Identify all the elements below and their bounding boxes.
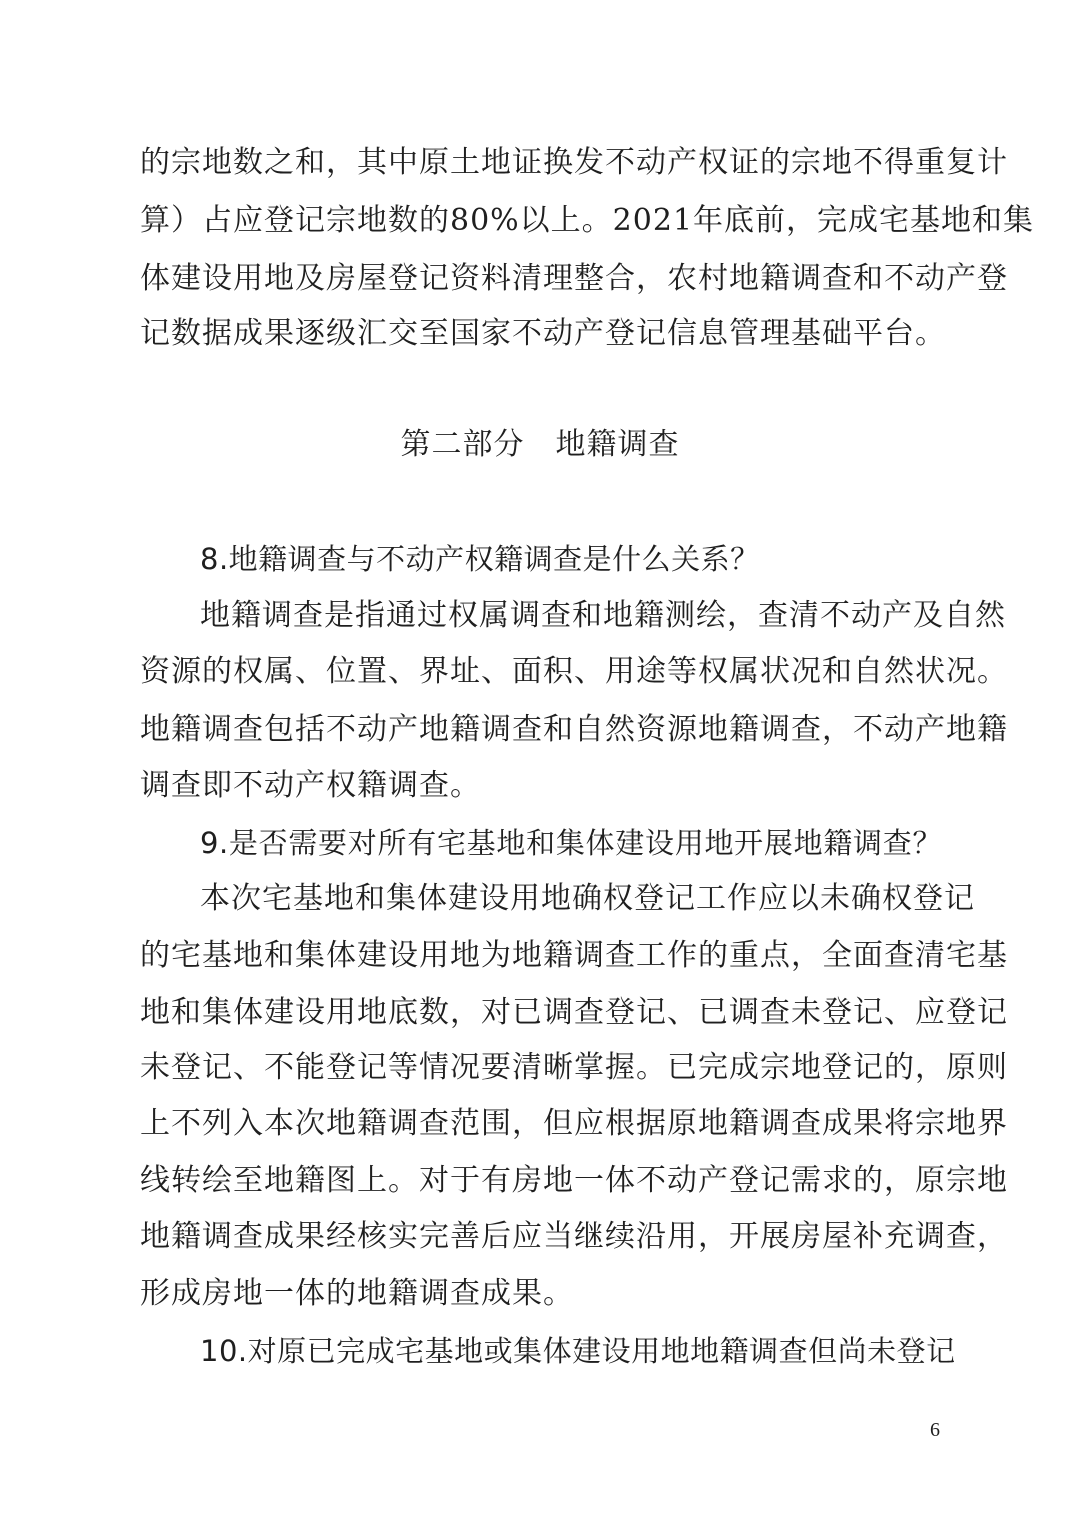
q9-answer-line-6: 线转绘至地籍图上。对于有房地一体不动产登记需求的，原宗地	[140, 1163, 1008, 1198]
page-number: 6	[930, 1419, 940, 1441]
intro-line-1: 的宗地数之和，其中原土地证换发不动产权证的宗地不得重复计	[140, 145, 1008, 180]
q9-answer-line-5: 上不列入本次地籍调查范围，但应根据原地籍调查成果将宗地界	[140, 1106, 1008, 1141]
intro-line-4: 记数据成果逐级汇交至国家不动产登记信息管理基础平台。	[140, 316, 946, 351]
q9-answer-line-2: 的宅基地和集体建设用地为地籍调查工作的重点，全面查清宅基	[140, 938, 1008, 973]
q8-answer-line-1: 地籍调查是指通过权属调查和地籍测绘，查清不动产及自然	[200, 598, 1006, 633]
q9-answer-line-8: 形成房地一体的地籍调查成果。	[140, 1276, 574, 1311]
intro-line-2: 算）占应登记宗地数的80%以上。2021年底前，完成宅基地和集	[140, 203, 1035, 238]
q9-answer-line-3: 地和集体建设用地底数，对已调查登记、已调查未登记、应登记	[140, 995, 1008, 1030]
q8-answer-line-4: 调查即不动产权籍调查。	[140, 768, 481, 803]
question-9-heading: 9.是否需要对所有宅基地和集体建设用地开展地籍调查？	[200, 826, 942, 860]
q9-answer-line-1: 本次宅基地和集体建设用地确权登记工作应以未确权登记	[200, 881, 975, 916]
q9-answer-line-7: 地籍调查成果经核实完善后应当继续沿用，开展房屋补充调查，	[140, 1219, 1008, 1254]
q8-answer-line-3: 地籍调查包括不动产地籍调查和自然资源地籍调查，不动产地籍	[140, 712, 1008, 747]
question-8-heading: 8.地籍调查与不动产权籍调查是什么关系？	[200, 542, 760, 576]
q9-answer-line-4: 未登记、不能登记等情况要清晰掌握。已完成宗地登记的，原则	[140, 1050, 1008, 1085]
section-title: 第二部分 地籍调查	[400, 427, 680, 462]
intro-line-3: 体建设用地及房屋登记资料清理整合，农村地籍调查和不动产登	[140, 261, 1008, 296]
question-10-heading: 10.对原已完成宅基地或集体建设用地地籍调查但尚未登记	[200, 1334, 956, 1368]
q8-answer-line-2: 资源的权属、位置、界址、面积、用途等权属状况和自然状况。	[140, 654, 1008, 689]
